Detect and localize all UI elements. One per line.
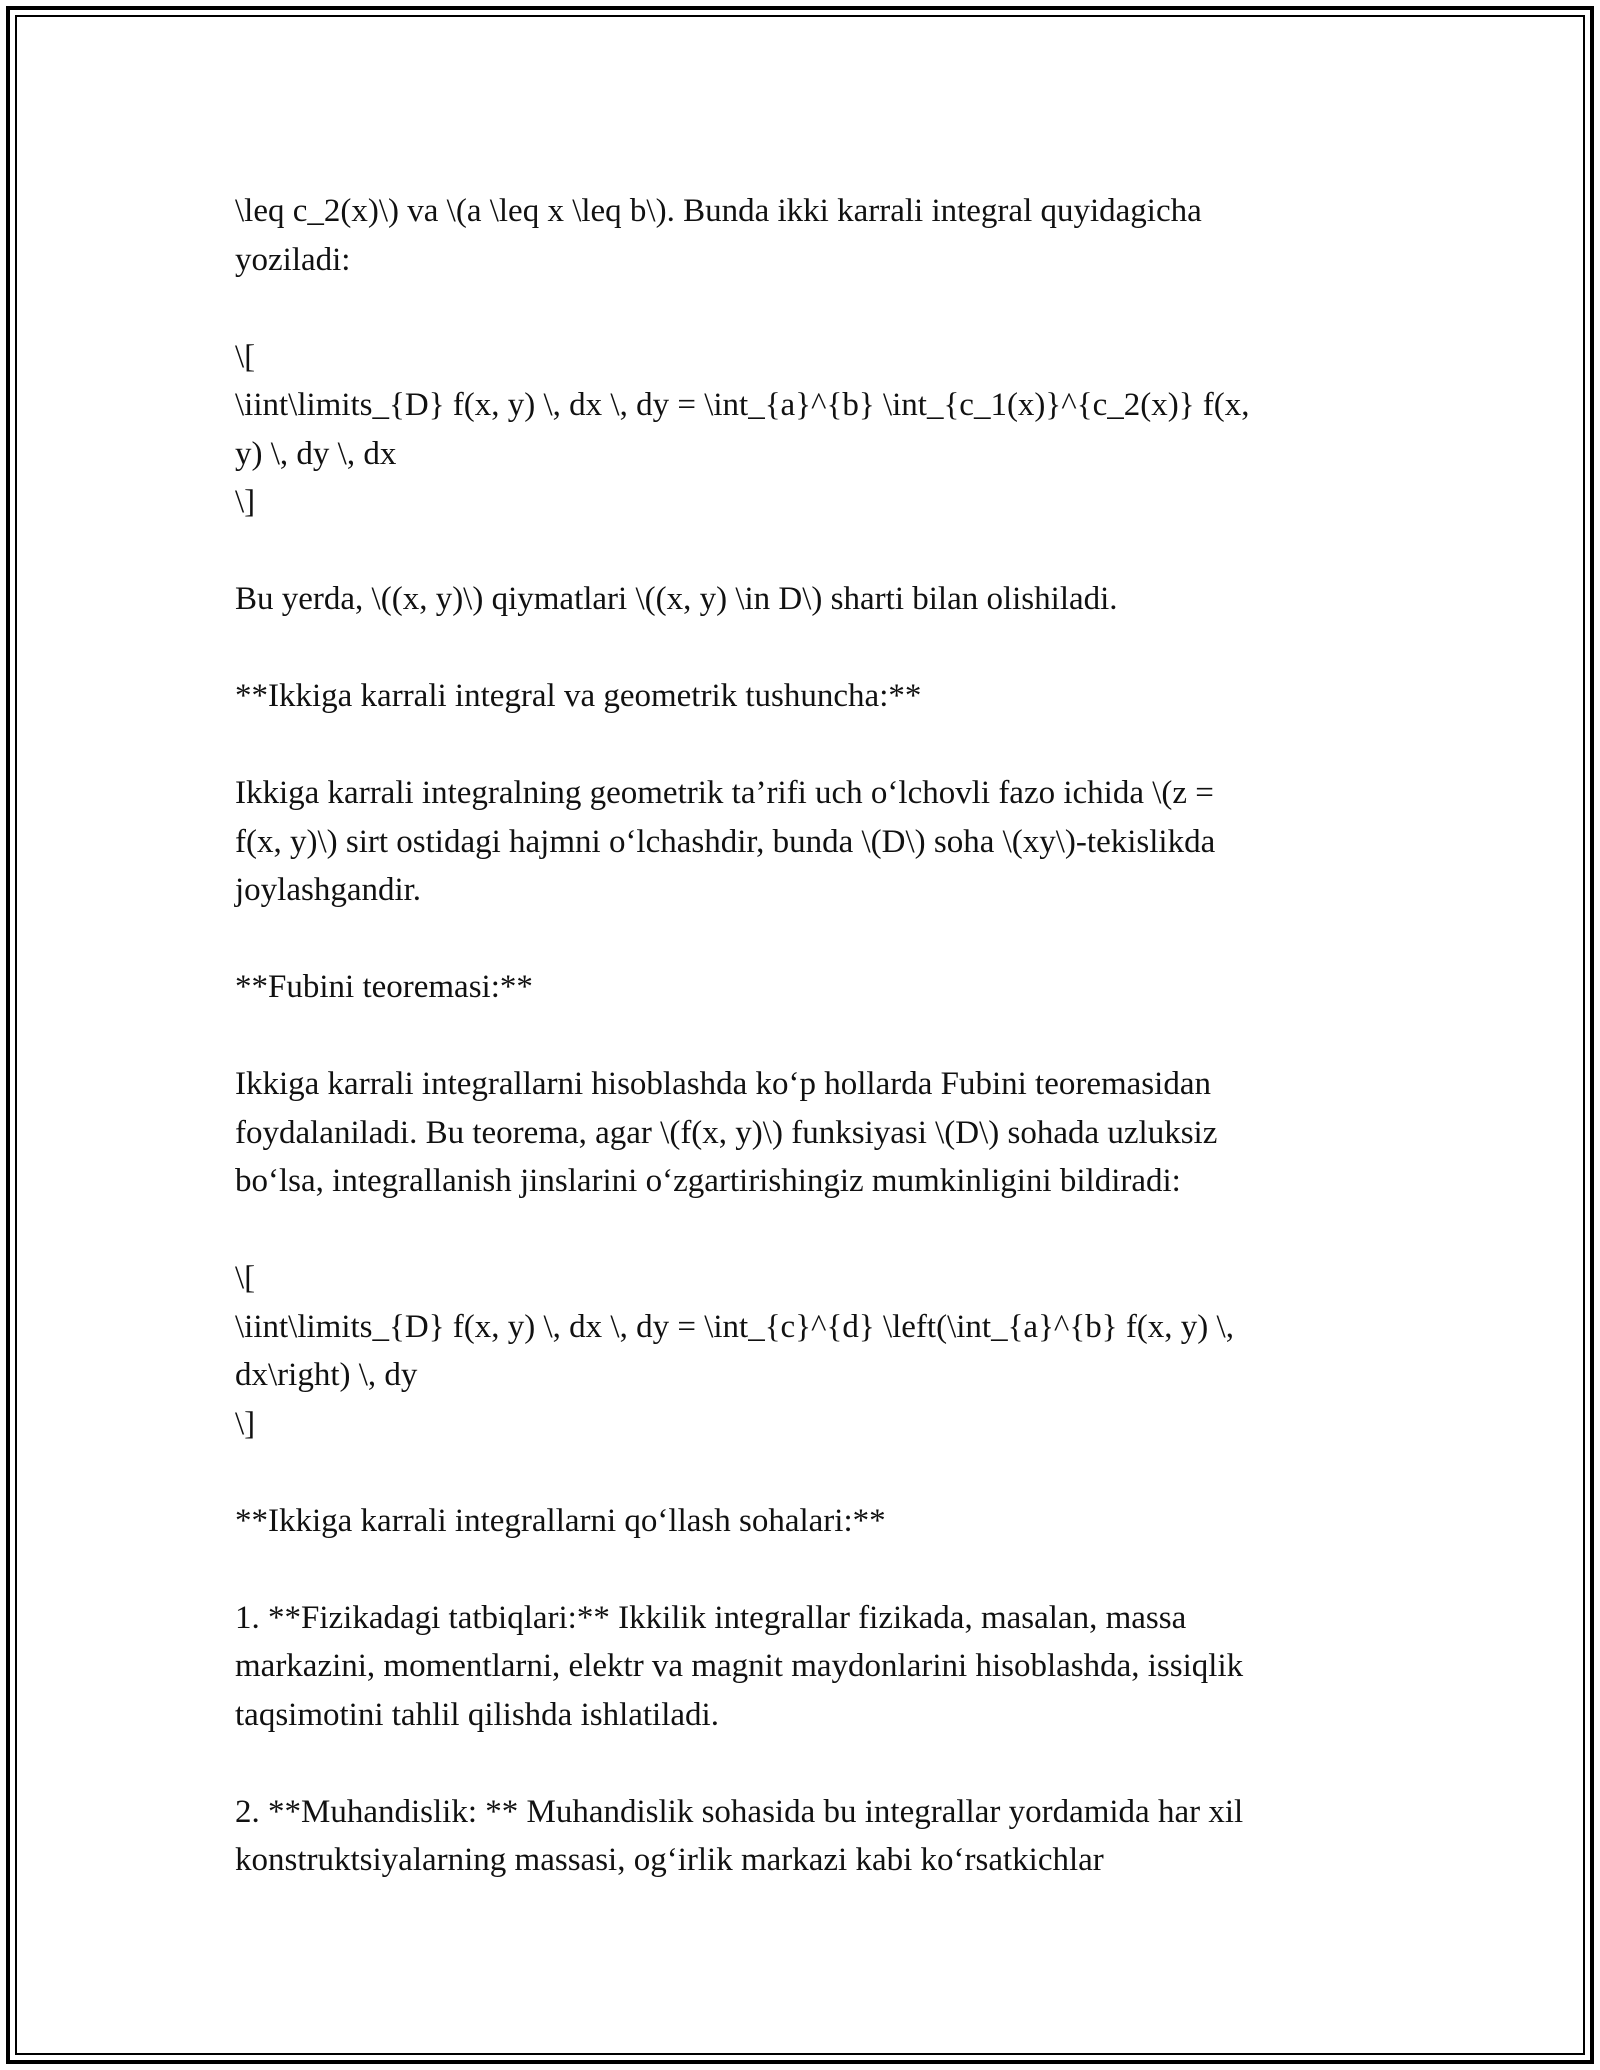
blank-line [235, 1012, 1375, 1061]
text-line: joylashgandir. [235, 872, 422, 908]
text-line: bo‘lsa, integrallanish jinslarini o‘zgartirishingiz mumkinligini bildiradi: [235, 1163, 1181, 1199]
blank-line [235, 527, 1375, 576]
text-line: Bu yerda, \((x, y)\) qiymatlari \((x, y) \in D\) sharti bilan olishiladi. [235, 581, 1118, 617]
blank-line [235, 1739, 1375, 1788]
formula-close: \] [235, 484, 256, 520]
blank-line [235, 624, 1375, 673]
formula-line: \iint\limits_{D} f(x, y) \, dx \, dy = \int_{a}^{b} \int_{c_1(x)}^{c_2(x)} f(x, [235, 387, 1250, 423]
formula-close: \] [235, 1405, 256, 1442]
text-line: f(x, y)\) sirt ostidagi hajmni o‘lchashdir, bunda \(D\) soha \(xy\)-tekislikda [235, 823, 1216, 860]
section-heading: **Ikkiga karrali integrallarni qo‘llash sohalari:** [235, 1502, 886, 1539]
list-item-text: markazini, momentlarni, elektr va magnit maydonlarini hisoblashda, issiqlik [235, 1648, 1244, 1684]
formula-open: \[ [235, 338, 256, 375]
document-body [235, 187, 1375, 1885]
text-line: \leq c_2(x)\) va \(a \leq x \leq b\). Bunda ikki karrali integral quyidagicha [235, 193, 1202, 229]
list-item-text: 1. **Fizikadagi tatbiqlari:** Ikkilik integrallar fizikada, masalan, massa [235, 1599, 1187, 1636]
formula-line: dx\right) \, dy [235, 1357, 418, 1393]
blank-line [235, 721, 1375, 770]
blank-line [235, 915, 1375, 964]
text-line: yoziladi: [235, 241, 351, 278]
list-item-text: 2. **Muhandislik: ** Muhandislik sohasida bu integrallar yordamida har xil [235, 1793, 1244, 1830]
formula-open: \[ [235, 1260, 256, 1296]
blank-line [235, 1448, 1375, 1497]
blank-line [235, 1206, 1375, 1255]
list-item-text: konstruktsiyalarning massasi, og‘irlik markazi kabi ko‘rsatkichlar [235, 1842, 1104, 1878]
section-heading: **Ikkiga karrali integral va geometrik tushuncha:** [235, 678, 922, 714]
blank-line [235, 284, 1375, 333]
formula-line: y) \, dy \, dx [235, 435, 397, 472]
text-line: Ikkiga karrali integralning geometrik ta’rifi uch o‘lchovli fazo ichida \(z = [235, 775, 1214, 811]
list-item-text: taqsimotini tahlil qilishda ishlatiladi. [235, 1696, 719, 1733]
section-heading: **Fubini teoremasi:** [235, 969, 533, 1005]
blank-line [235, 1545, 1375, 1594]
text-line: Ikkiga karrali integrallarni hisoblashda ko‘p hollarda Fubini teoremasidan [235, 1066, 1211, 1102]
formula-line: \iint\limits_{D} f(x, y) \, dx \, dy = \int_{c}^{d} \left(\int_{a}^{b} f(x, y) \, [235, 1308, 1234, 1345]
text-line: foydalaniladi. Bu teorema, agar \(f(x, y)\) funksiyasi \(D\) sohada uzluksiz [235, 1114, 1218, 1151]
